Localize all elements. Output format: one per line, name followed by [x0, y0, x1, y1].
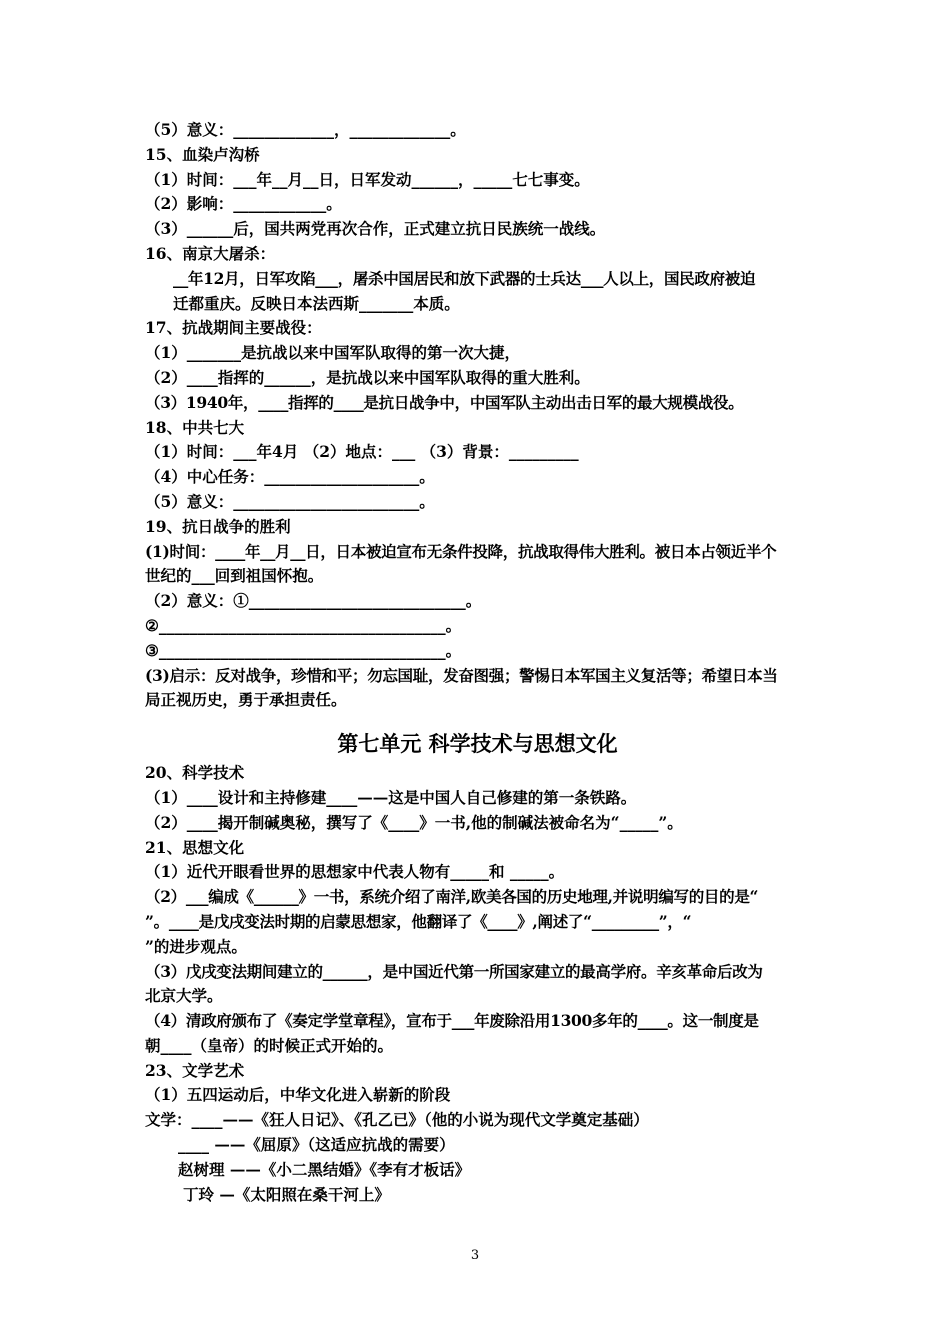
section-heading: 15、血染卢沟桥 [145, 144, 260, 164]
text-line: （1）_______是抗战以来中国军队取得的第一次大捷， [145, 343, 521, 363]
text-line: ”的进步观点。 [145, 936, 247, 956]
text-line: (3)启示：反对战争，珍惜和平；勿忘国耻，发奋图强；警惕日本军国主义复活等；希望日本当 [145, 665, 778, 685]
section-heading: 23、文学艺术 [145, 1060, 245, 1080]
text-line: （1）近代开眼看世界的思想家中代表人物有_____和 _____。 [145, 862, 565, 882]
text-line: 文学：____——《狂人日记》、《孔乙已》（他的小说为现代文学奠定基础） [145, 1110, 649, 1130]
text-line: （2）____揭开制碱奥秘，撰写了《____》一书,他的制碱法被命名为“_____”。 [145, 812, 683, 832]
text-line: 局正视历史，勇于承担责任。 [145, 690, 347, 710]
text-line: （1）____设计和主持修建____——这是中国人自己修建的第一条铁路。 [145, 787, 637, 807]
text-line: （4）中心任务：____________________。 [145, 467, 435, 487]
section-heading: 18、中共七大 [145, 417, 245, 437]
text-line: （3）戊戌变法期间建立的______，是中国近代第一所国家建立的最高学府。辛亥革命后改为 [145, 961, 763, 981]
text-line: （5）意义：________________________。 [145, 491, 435, 511]
section-heading: 20、科学技术 [145, 763, 245, 783]
text-line: 赵树理 ——《小二黑结婚》《李有才板话》 [178, 1159, 471, 1179]
text-line: （3）______后，国共两党再次合作，正式建立抗日民族统一战线。 [145, 219, 606, 239]
text-line: 朝____（皇帝）的时候正式开始的。 [145, 1035, 394, 1055]
text-line: （1）时间：___年4月 （2）地点：___ （3）背景：_________ [145, 442, 579, 462]
page-number: 3 [470, 1248, 480, 1263]
text-line: （4）清政府颁布了《奏定学堂章程》，宣布于___年废除沿用1300多年的____。这一制度是 [145, 1011, 759, 1031]
text-line: ②_____________________________________。 [145, 615, 462, 635]
section-heading: 19、抗日战争的胜利 [145, 516, 291, 536]
text-line: （1）五四运动后，中华文化进入崭新的阶段 [145, 1085, 451, 1105]
section-heading: 21、思想文化 [145, 837, 245, 857]
text-line: __年12月，日军攻陷___，屠杀中国居民和放下武器的士兵达___人以上，国民政府被迫 [173, 268, 756, 288]
text-line: （3）1940年，____指挥的____是抗日战争中，中国军队主动出击日军的最大规模战役。 [145, 392, 744, 412]
section-heading: 17、抗战期间主要战役： [145, 318, 322, 338]
document-body [145, 118, 810, 1207]
text-line: ③_____________________________________。 [145, 640, 462, 660]
text-line: 世纪的___回到祖国怀抱。 [145, 566, 324, 586]
text-line: 迁都重庆。反映日本法西斯_______本质。 [173, 293, 460, 313]
text-line: (1)时间：____年__月__日，日本被迫宣布无条件投降，抗战取得伟大胜利。被日本占领近半个 [145, 541, 777, 561]
text-line: 丁玲 —《太阳照在桑干河上》 [183, 1184, 390, 1204]
unit-title: 第七单元 科学技术与思想文化 [337, 731, 618, 757]
text-line: （2）意义：①____________________________。 [145, 591, 482, 611]
text-line: （1）时间：___年__月__日，日军发动______，_____七七事变。 [145, 169, 590, 189]
text-line: 北京大学。 [145, 986, 223, 1006]
text-line: （2）____指挥的______，是抗战以来中国军队取得的重大胜利。 [145, 367, 590, 387]
text-line: （2）___编成《______》一书，系统介绍了南洋,欧美各国的历史地理,并说明编写的目的是“ [145, 887, 759, 907]
text-line: （2）影响：____________。 [145, 194, 342, 214]
text-line: ____ ——《屈原》（这适应抗战的需要） [178, 1135, 455, 1155]
text-line: （5）意义：_____________，_____________。 [145, 120, 466, 139]
section-heading: 16、南京大屠杀： [145, 243, 276, 263]
text-line: ”。____是戊戌变法时期的启蒙思想家，他翻译了《____》,阐述了“_________”，“ [145, 911, 692, 931]
